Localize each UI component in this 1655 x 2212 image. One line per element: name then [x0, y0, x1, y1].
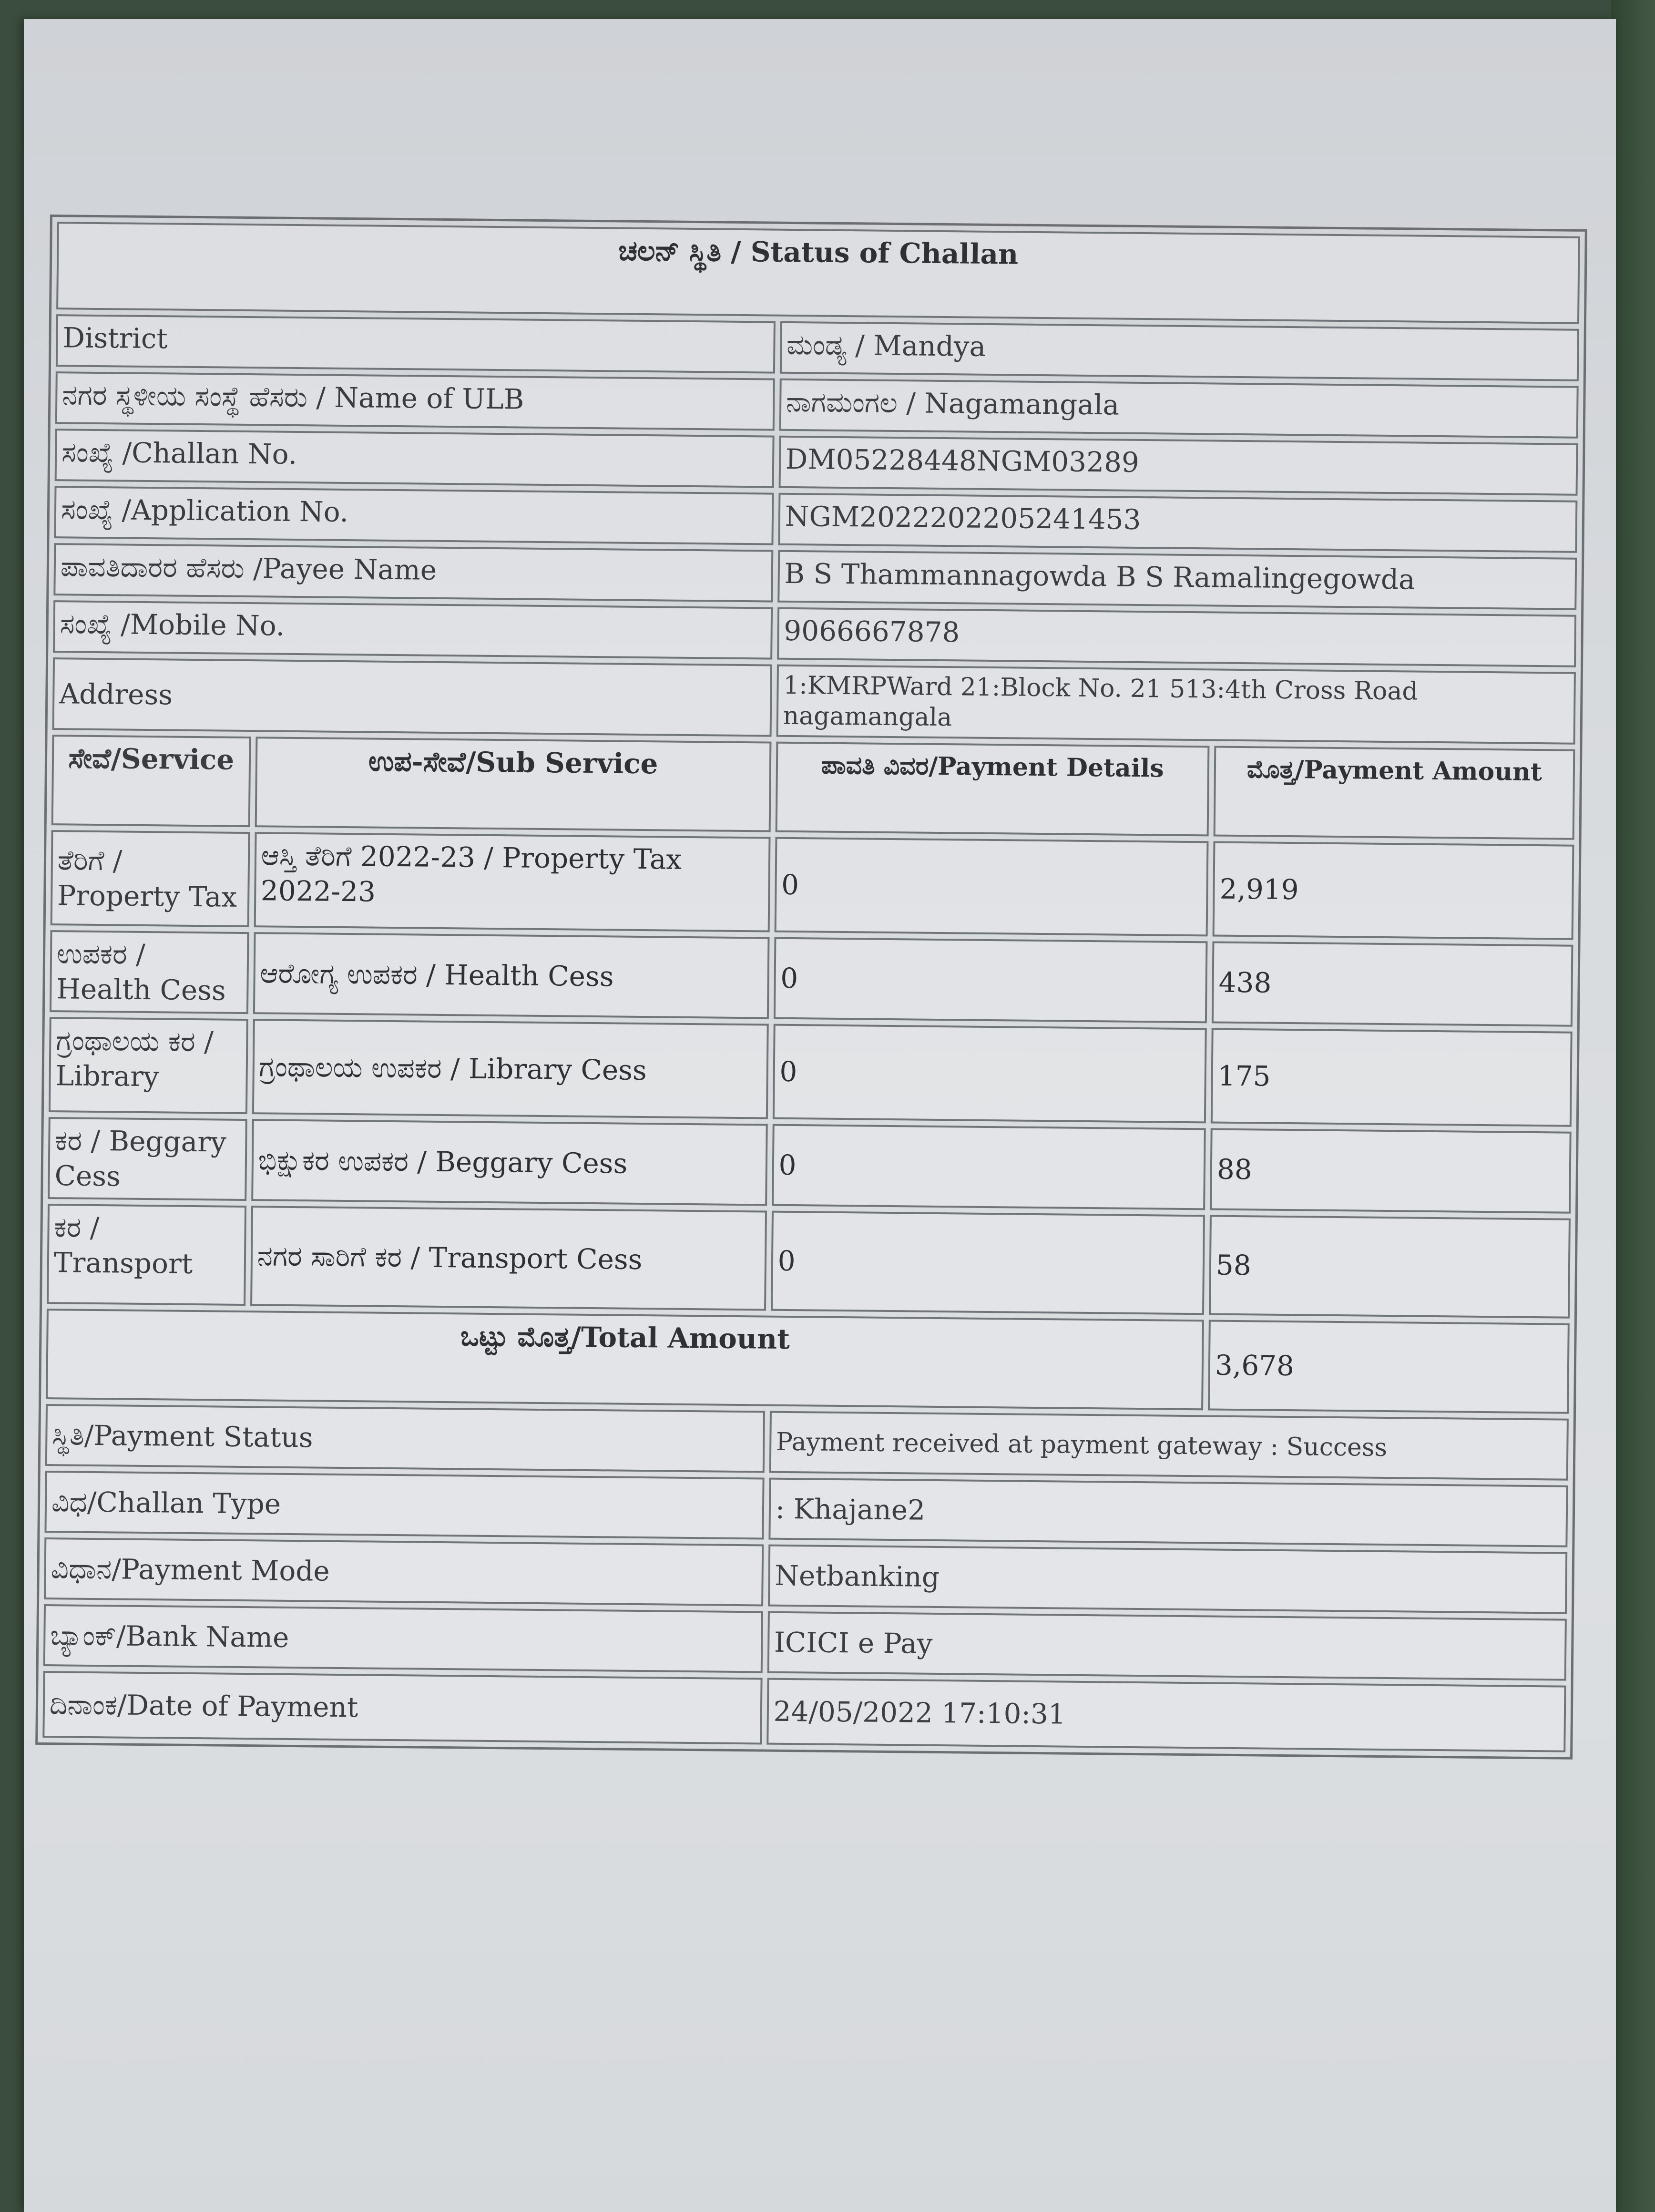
sub-service-cell: ಭಿಕ್ಷುಕರ ಉಪಕರ / Beggary Cess [251, 1119, 768, 1206]
paper-sheet [24, 19, 1616, 2212]
challan-no-label: ಸಂಖ್ಯೆ /Challan No. [55, 429, 775, 488]
service-cell: ಉಪಕರ / Health Cess [50, 930, 249, 1014]
payment-amount-cell: 438 [1212, 941, 1573, 1026]
service-header: ಸೇವೆ/Service [51, 735, 251, 827]
payment-mode-value: Netbanking [768, 1545, 1568, 1614]
challan-type-label: ವಿಧ/Challan Type [44, 1471, 764, 1539]
ulb-value: ನಾಗಮಂಗಲ / Nagamangala [779, 379, 1578, 439]
payee-name-label: ಪಾವತಿದಾರರ ಹೆಸರು /Payee Name [53, 543, 773, 602]
payment-amount-cell: 175 [1211, 1028, 1573, 1126]
date-of-payment-value: 24/05/2022 17:10:31 [766, 1678, 1566, 1752]
service-row [48, 1117, 1572, 1214]
service-cell: ಕರ / Transport [47, 1204, 246, 1306]
service-cell: ಕರ / Beggary Cess [48, 1117, 247, 1201]
total-amount-value: 3,678 [1208, 1320, 1570, 1413]
payment-amount-cell: 58 [1209, 1215, 1571, 1318]
district-label: District [56, 314, 776, 373]
service-cell: ಗ್ರಂಥಾಲಯ ಕರ / Library [49, 1017, 248, 1114]
bank-name-label: ಬ್ಯಾಂಕ್/Bank Name [43, 1604, 763, 1673]
application-no-value: NGM2022202205241453 [778, 493, 1577, 553]
payee-name-value: B S Thammannagowda B S Ramalingegowda [777, 550, 1577, 610]
payment-details-cell: 0 [771, 1211, 1205, 1315]
challan-document [34, 215, 1587, 1888]
date-of-payment-label: ದಿನಾಂಕ/Date of Payment [42, 1671, 762, 1744]
sub-service-cell: ನಗರ ಸಾರಿಗೆ ಕರ / Transport Cess [250, 1206, 767, 1311]
address-label: Address [52, 657, 772, 737]
application-no-label: ಸಂಖ್ಯೆ /Application No. [54, 486, 774, 545]
payment-status-value: Payment received at payment gateway : Success [769, 1411, 1569, 1481]
sub-service-cell: ಗ್ರಂಥಾಲಯ ಉಪಕರ / Library Cess [252, 1019, 768, 1119]
challan-no-value: DM05228448NGM03289 [778, 436, 1578, 496]
payment-amount-cell: 88 [1210, 1128, 1572, 1213]
payment-amount-header: ಮೊತ್ತ/Payment Amount [1214, 746, 1575, 840]
payment-details-cell: 0 [773, 1024, 1207, 1124]
bank-name-value: ICICI e Pay [767, 1611, 1567, 1681]
mobile-no-label: ಸಂಖ್ಯೆ /Mobile No. [53, 600, 773, 659]
challan-table [35, 215, 1587, 1760]
payment-details-header: ಪಾವತಿ ವಿವರ/Payment Details [775, 742, 1209, 837]
sub-service-header: ಉಪ-ಸೇವೆ/Sub Service [255, 737, 771, 832]
mobile-no-value: 9066667878 [777, 607, 1576, 667]
payment-details-cell: 0 [772, 1124, 1206, 1210]
sub-service-cell: ಆಸ್ತಿ ತೆರಿಗೆ 2022-23 / Property Tax 2022-23 [254, 832, 770, 932]
total-amount-label: ಒಟ್ಟು ಮೊತ್ತ/Total Amount [46, 1309, 1204, 1410]
address-value: 1:KMRPWard 21:Block No. 21 513:4th Cross Road nagamangala [776, 665, 1576, 745]
payment-status-label: ಸ್ಥಿತಿ/Payment Status [45, 1404, 765, 1473]
service-cell: ತೆರಿಗೆ / Property Tax [51, 830, 250, 927]
payment-details-cell: 0 [774, 937, 1208, 1024]
service-row [49, 1017, 1573, 1127]
ulb-label: ನಗರ ಸ್ಥಳೀಯ ಸಂಸ್ಥೆ ಹೆಸರು / Name of ULB [55, 371, 775, 430]
payment-details-cell: 0 [774, 837, 1208, 937]
service-row [51, 830, 1574, 940]
payment-amount-cell: 2,919 [1213, 841, 1574, 940]
service-row [50, 930, 1573, 1027]
service-row [47, 1204, 1571, 1319]
sub-service-cell: ಆರೋಗ್ಯ ಉಪಕರ / Health Cess [253, 932, 769, 1019]
challan-type-value: : Khajane2 [768, 1478, 1568, 1547]
district-value: ಮಂಡ್ಯ / Mandya [780, 321, 1579, 381]
challan-title: ಚಲನ್ ಸ್ಥಿತಿ / Status of Challan [56, 222, 1580, 324]
payment-mode-label: ವಿಧಾನ/Payment Mode [44, 1537, 764, 1606]
